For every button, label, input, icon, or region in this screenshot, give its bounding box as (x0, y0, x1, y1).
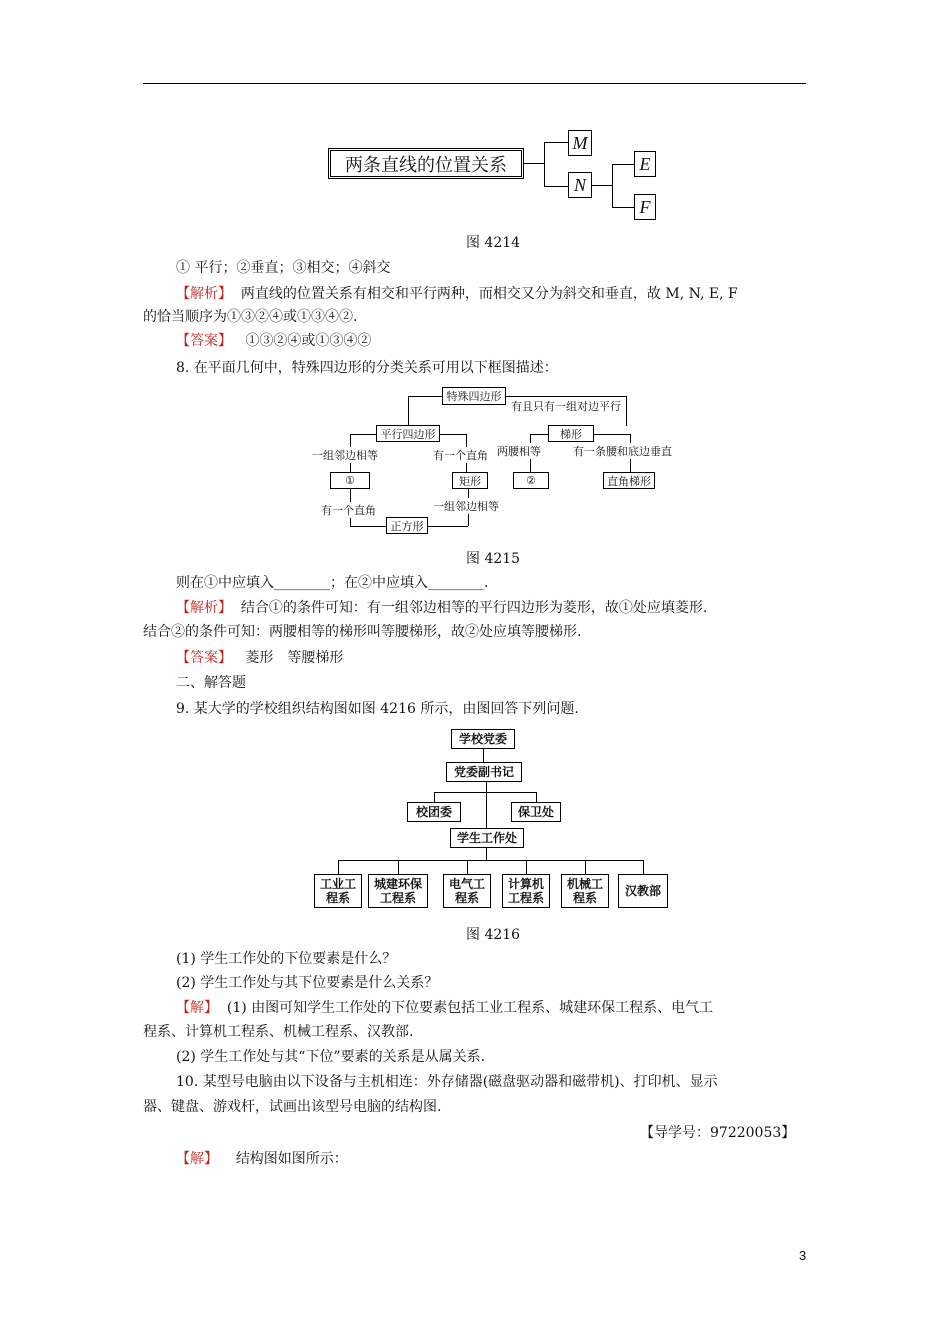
fig4214-connector (544, 186, 568, 187)
fig4216-dept-box (561, 874, 609, 908)
dept-label: 工业工 (319, 877, 356, 891)
fig4215-label-one-pair-parallel: 有且只有一组对边平行 (511, 400, 621, 413)
dept-label: 程系 (325, 891, 350, 905)
fig4216-caption: 图 4216 (466, 927, 521, 943)
q8-stem: 8. 在平面几何中，特殊四边形的分类关系可用以下框图描述： (176, 360, 558, 376)
fig4215-label-adj-equal-2: 一组邻边相等 (433, 500, 499, 513)
header-rule (143, 83, 806, 84)
q10-solution (176, 1148, 348, 1170)
fig4215-label-right-angle: 有一个直角 (433, 449, 488, 462)
fig4216-dept-box (502, 874, 550, 908)
fig4216-connector (643, 860, 644, 874)
fig4216-youth-label: 校团委 (415, 805, 452, 819)
fig4215-square-box (386, 517, 428, 534)
fig4215-arrow (506, 396, 626, 397)
fig4216-youth-box (407, 802, 461, 822)
fig4214-caption: 图 4214 (466, 235, 521, 251)
fig4216-connector (483, 749, 484, 762)
fig4214-connector (592, 185, 612, 186)
dept-label: 工程系 (379, 891, 416, 905)
answer-tag: 【答案】 (176, 333, 232, 349)
fig4214-f-box (634, 194, 656, 220)
q7-answer (176, 330, 371, 352)
fig4216-connector (536, 792, 537, 802)
q8-analysis-line1 (176, 597, 707, 619)
fig4215-arrow (530, 434, 548, 435)
fig4215-top-box (442, 387, 506, 405)
q9-sub1: (1) 学生工作处的下位要素是什么？ (176, 951, 397, 967)
fig4216-security-label: 保卫处 (517, 805, 554, 819)
fig4214-n-label: N (573, 174, 586, 195)
dept-label: 计算机 (507, 877, 544, 891)
fig4214-connector (544, 142, 545, 186)
fig4214-n-box (568, 172, 592, 198)
q9-solution-text: (1) 由图可知学生工作处的下位要素包括工业工程系、城建环保工程系、电气工 (226, 1000, 714, 1016)
fig4215-right-trap-box (603, 472, 655, 489)
fig4216-student-label: 学生工作处 (456, 831, 517, 845)
fig4216-connector (486, 848, 487, 860)
fig4215-rect-box (452, 472, 488, 489)
dept-label: 汉教部 (624, 884, 661, 898)
analysis-tag: 【解析】 (176, 600, 232, 616)
fig4215-caption: 图 4215 (466, 551, 521, 567)
fig4216-connector (526, 860, 527, 874)
fig4215-right-trap-label: 直角梯形 (607, 474, 651, 488)
fig4214-connector (612, 164, 634, 165)
q8-answer (176, 647, 343, 669)
fig4216-connector (338, 860, 643, 861)
section-heading: 二、解答题 (176, 675, 246, 691)
fig4214-root-box (328, 148, 524, 179)
page-number: 3 (799, 1248, 807, 1263)
fig4216-student-box (450, 828, 524, 848)
fig4214-e-label: E (639, 153, 651, 174)
fig4214-connector (612, 207, 634, 208)
fig4215-arrow (626, 396, 627, 426)
q9-sub2: (2) 学生工作处与其下位要素是什么关系？ (176, 975, 439, 991)
fig4215-label-adj-equal: 一组邻边相等 (312, 449, 378, 462)
fig4215-arrow (428, 526, 468, 527)
fig4215-label-right-angle-2: 有一个直角 (321, 504, 376, 517)
q9-solution-line1 (176, 997, 713, 1019)
fig4215-arrow (408, 396, 409, 426)
fig4214-root-label: 两条直线的位置关系 (345, 154, 507, 176)
fig4215-box2 (513, 472, 549, 489)
fig4216-dept-box (618, 874, 668, 908)
fig4214-e-box (634, 151, 656, 177)
fig4216-deputy-label: 党委副书记 (453, 765, 514, 779)
fig4216-dept-box (368, 874, 428, 908)
analysis-tag: 【解析】 (176, 286, 232, 302)
fig4215-label-leg-perp: 有一条腰和底边垂直 (573, 445, 672, 458)
fig4215-arrow (350, 434, 376, 435)
q7-analysis-line2: 的恰当顺序为①③②④或①③④②. (143, 309, 358, 325)
fig4216-committee-label: 学校党委 (458, 732, 507, 746)
fig4216-connector (486, 782, 487, 828)
fig4215-rect-label: 矩形 (459, 474, 481, 488)
dept-label: 机械工 (566, 877, 603, 891)
dept-label: 程系 (572, 891, 597, 905)
fig4215-arrow (440, 434, 466, 435)
fig4215-square-label: 正方形 (390, 519, 424, 533)
fig4214-connector (524, 163, 544, 164)
fig4214-m-box (568, 130, 592, 156)
q8-fill: 则在①中应填入________；在②中应填入________. (176, 575, 489, 591)
fig4216-dept-box (443, 874, 491, 908)
fig4216-deputy-box (446, 762, 522, 782)
fig4216-committee-box (451, 729, 515, 749)
q10-solution-text: 结构图如图所示： (235, 1151, 348, 1167)
fig4216-connector (434, 792, 536, 793)
fig4216-connector (338, 860, 339, 874)
fig4216-connector (434, 792, 435, 802)
fig4214-m-label: M (572, 132, 588, 153)
q9-solution-line3: (2) 学生工作处与其“下位”要素的关系是从属关系. (176, 1049, 486, 1065)
q7-analysis-line1 (176, 283, 738, 305)
fig4215-arrow (350, 526, 386, 527)
q10-stem-line1: 10. 某型号电脑由以下设备与主机相连：外存储器(磁盘驱动器和磁带机)、打印机、显示 (176, 1074, 718, 1090)
dept-label: 工程系 (507, 891, 544, 905)
fig4215-label-legs-equal: 两腰相等 (497, 445, 541, 458)
fig4214-connector (612, 164, 613, 207)
fig4215-parallelogram-label: 平行四边形 (380, 427, 436, 441)
q10-guide-number: 【导学号：97220053】 (640, 1125, 796, 1141)
solution-tag: 【解】 (176, 1151, 218, 1167)
q7-options: ① 平行；②垂直；③相交；④斜交 (176, 260, 391, 276)
fig4216-security-box (511, 802, 561, 822)
dept-label: 程系 (454, 891, 479, 905)
fig4216-dept-box (314, 874, 362, 908)
fig4215-arrow (594, 434, 630, 435)
q7-answer-text: ①③②④或①③④② (245, 333, 372, 349)
fig4215-box1 (330, 472, 370, 489)
q8-analysis-text: 结合①的条件可知：有一组邻边相等的平行四边形为菱形，故①处应填菱形. (240, 600, 708, 616)
q7-analysis-text: 两直线的位置关系有相交和平行两种，而相交又分为斜交和垂直，故 M, N, E, F (240, 286, 738, 302)
q9-solution-line2: 程系、计算机工程系、机械工程系、汉教部. (143, 1024, 414, 1040)
fig4216-connector (585, 860, 586, 874)
fig4215-trapezoid-box (548, 425, 594, 442)
q10-stem-line2: 器、键盘、游戏杆，试画出该型号电脑的结构图. (143, 1099, 442, 1115)
q8-analysis-line2: 结合②的条件可知：两腰相等的梯形叫等腰梯形，故②处应填等腰梯形. (143, 624, 582, 640)
fig4215-top-label: 特殊四边形 (446, 390, 502, 403)
fig4216-connector (467, 860, 468, 874)
q9-stem: 9. 某大学的学校组织结构图如图 4216 所示，由图回答下列问题. (176, 701, 579, 717)
fig4215-arrow (408, 396, 442, 397)
dept-label: 城建环保 (373, 877, 422, 891)
fig4215-box2-label: ② (526, 474, 536, 487)
answer-tag: 【答案】 (176, 650, 232, 666)
fig4215-box1-label: ① (345, 474, 355, 487)
fig4214-f-label: F (639, 196, 651, 217)
fig4215-trapezoid-label: 梯形 (560, 427, 582, 441)
solution-tag: 【解】 (176, 1000, 218, 1016)
q8-answer-text: 菱形 等腰梯形 (245, 650, 344, 666)
fig4216-connector (398, 860, 399, 874)
dept-label: 电气工 (448, 877, 485, 891)
fig4215-parallelogram-box (376, 425, 440, 442)
fig4214-connector (544, 142, 568, 143)
